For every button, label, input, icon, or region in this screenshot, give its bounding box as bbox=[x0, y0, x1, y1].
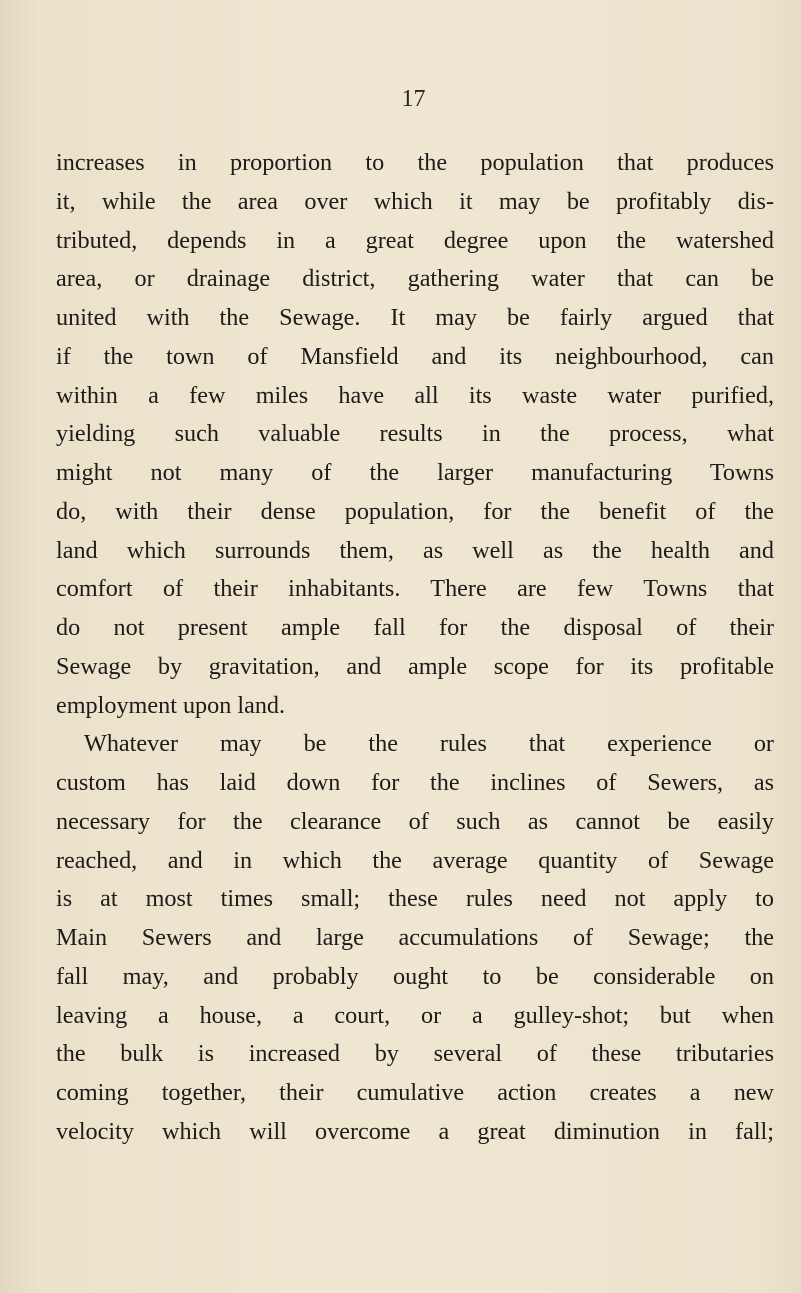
text-line: employment upon land. bbox=[56, 691, 286, 719]
text-line: do, with their dense population, for the benefit of the bbox=[56, 497, 774, 525]
text-line: necessary for the clearance of such as cannot be easily bbox=[56, 807, 774, 835]
text-line: tributed, depends in a great degree upon the watershed bbox=[56, 226, 774, 254]
text-line: Whatever may be the rules that experience or bbox=[84, 730, 774, 758]
body-text bbox=[56, 144, 774, 1152]
text-line: increases in proportion to the population that produces bbox=[56, 149, 774, 176]
text-line: it, while the area over which it may be profitably dis- bbox=[56, 187, 774, 215]
text-line: land which surrounds them, as well as the health and bbox=[56, 536, 774, 564]
text-line: Main Sewers and large accumulations of Sewage; the bbox=[56, 924, 774, 951]
text-line: area, or drainage district, gathering water that can be bbox=[56, 265, 774, 293]
text-line: is at most times small; these rules need not apply to bbox=[56, 885, 774, 913]
text-line: coming together, their cumulative action creates a new bbox=[56, 1079, 774, 1106]
text-line: do not present ample fall for the disposal of their bbox=[56, 614, 774, 641]
text-line: if the town of Mansfield and its neighbourhood, can bbox=[56, 342, 774, 370]
text-line: Sewage by gravitation, and ample scope for its profitable bbox=[56, 652, 774, 680]
text-line: united with the Sewage. It may be fairly argued that bbox=[56, 304, 774, 331]
text-line: the bulk is increased by several of these tributaries bbox=[56, 1040, 774, 1068]
text-line: comfort of their inhabitants. There are few Towns that bbox=[56, 575, 774, 603]
text-line: might not many of the larger manufacturing Towns bbox=[56, 459, 774, 486]
text-line: yielding such valuable results in the process, what bbox=[56, 420, 774, 448]
text-line: velocity which will overcome a great diminution in fall; bbox=[56, 1117, 774, 1145]
text-line: within a few miles have all its waste water purified, bbox=[56, 381, 774, 409]
text-line: custom has laid down for the inclines of Sewers, as bbox=[56, 769, 774, 796]
text-line: fall may, and probably ought to be considerable on bbox=[56, 962, 774, 990]
text-line: reached, and in which the average quantity of Sewage bbox=[56, 846, 774, 874]
page-number: 17 bbox=[401, 86, 426, 112]
text-line: leaving a house, a court, or a gulley-shot; but when bbox=[56, 1001, 774, 1029]
